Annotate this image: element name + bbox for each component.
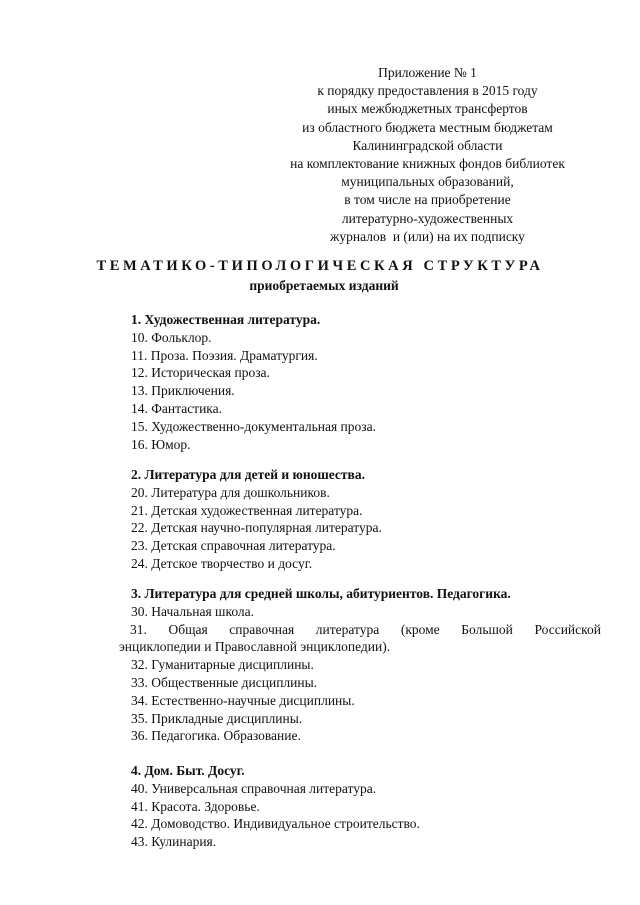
appendix-line: иных межбюджетных трансфертов: [327, 101, 528, 117]
appendix-line: муниципальных образований,: [341, 174, 514, 190]
list-item: 43. Кулинария.: [131, 834, 217, 850]
document-title: ТЕМАТИКО-ТИПОЛОГИЧЕСКАЯ СТРУКТУРА: [96, 258, 544, 274]
appendix-line: Приложение № 1: [378, 65, 477, 80]
appendix-line: из областного бюджета местным бюджетам: [302, 119, 553, 135]
appendix-line: на комплектование книжных фондов библиотек: [290, 156, 565, 172]
list-item: 30. Начальная школа.: [131, 603, 254, 619]
document-title-block: [0, 257, 640, 295]
appendix-line: Калининградской области: [352, 137, 503, 153]
list-item: 42. Домоводство. Индивидуальное строительство.: [131, 816, 420, 832]
appendix-line: в том числе на приобретение: [344, 192, 511, 208]
list-item: 40. Универсальная справочная литература.: [131, 780, 377, 796]
list-item: 32. Гуманитарные дисциплины.: [131, 657, 314, 673]
section-home-leisure: [131, 762, 601, 851]
section-school-literature: [119, 585, 601, 745]
list-item: 20. Литература для дошкольников.: [131, 484, 330, 500]
list-item: 23. Детская справочная литература.: [131, 538, 336, 554]
appendix-line: литературно-художественных: [341, 210, 514, 226]
appendix-line: журналов и (или) на их подписку: [330, 228, 525, 244]
list-item: 14. Фантастика.: [131, 400, 223, 416]
list-item-line: 31. Общая справочная литература (кроме Большой Российской: [130, 621, 601, 637]
list-item: 41. Красота. Здоровье.: [131, 798, 260, 814]
appendix-line: к порядку предоставления в 2015 году: [317, 83, 538, 99]
section-heading: 4. Дом. Быт. Досуг.: [131, 763, 245, 778]
list-item: 10. Фольклор.: [131, 329, 212, 345]
appendix-header: [250, 64, 605, 246]
list-item: 36. Педагогика. Образование.: [131, 728, 301, 744]
section-heading: 1. Художественная литература.: [131, 312, 321, 327]
list-item: 24. Детское творчество и досуг.: [131, 555, 313, 571]
section-heading: 3. Литература для средней школы, абитуриентов. Педагогика.: [131, 586, 511, 601]
list-item: 15. Художественно-документальная проза.: [131, 418, 376, 434]
list-item: 11. Проза. Поэзия. Драматургия.: [131, 347, 318, 363]
list-item-line: энциклопедии и Православной энциклопедии).: [119, 639, 391, 655]
list-item: 12. Историческая проза.: [131, 365, 270, 381]
list-item: 33. Общественные дисциплины.: [131, 674, 318, 690]
list-item: 21. Детская художественная литература.: [131, 502, 363, 518]
list-item: 22. Детская научно-популярная литература.: [131, 520, 382, 536]
list-item: 13. Приключения.: [131, 383, 235, 399]
list-item: 35. Прикладные дисциплины.: [131, 710, 303, 726]
list-item-multiline: [119, 621, 601, 657]
list-item: 16. Юмор.: [131, 436, 191, 452]
document-subtitle: приобретаемых изданий: [249, 278, 399, 293]
section-fiction: [131, 311, 601, 453]
section-heading: 2. Литература для детей и юношества.: [131, 467, 365, 482]
list-item: 34. Естественно-научные дисциплины.: [131, 692, 355, 708]
section-children-literature: [131, 466, 601, 573]
